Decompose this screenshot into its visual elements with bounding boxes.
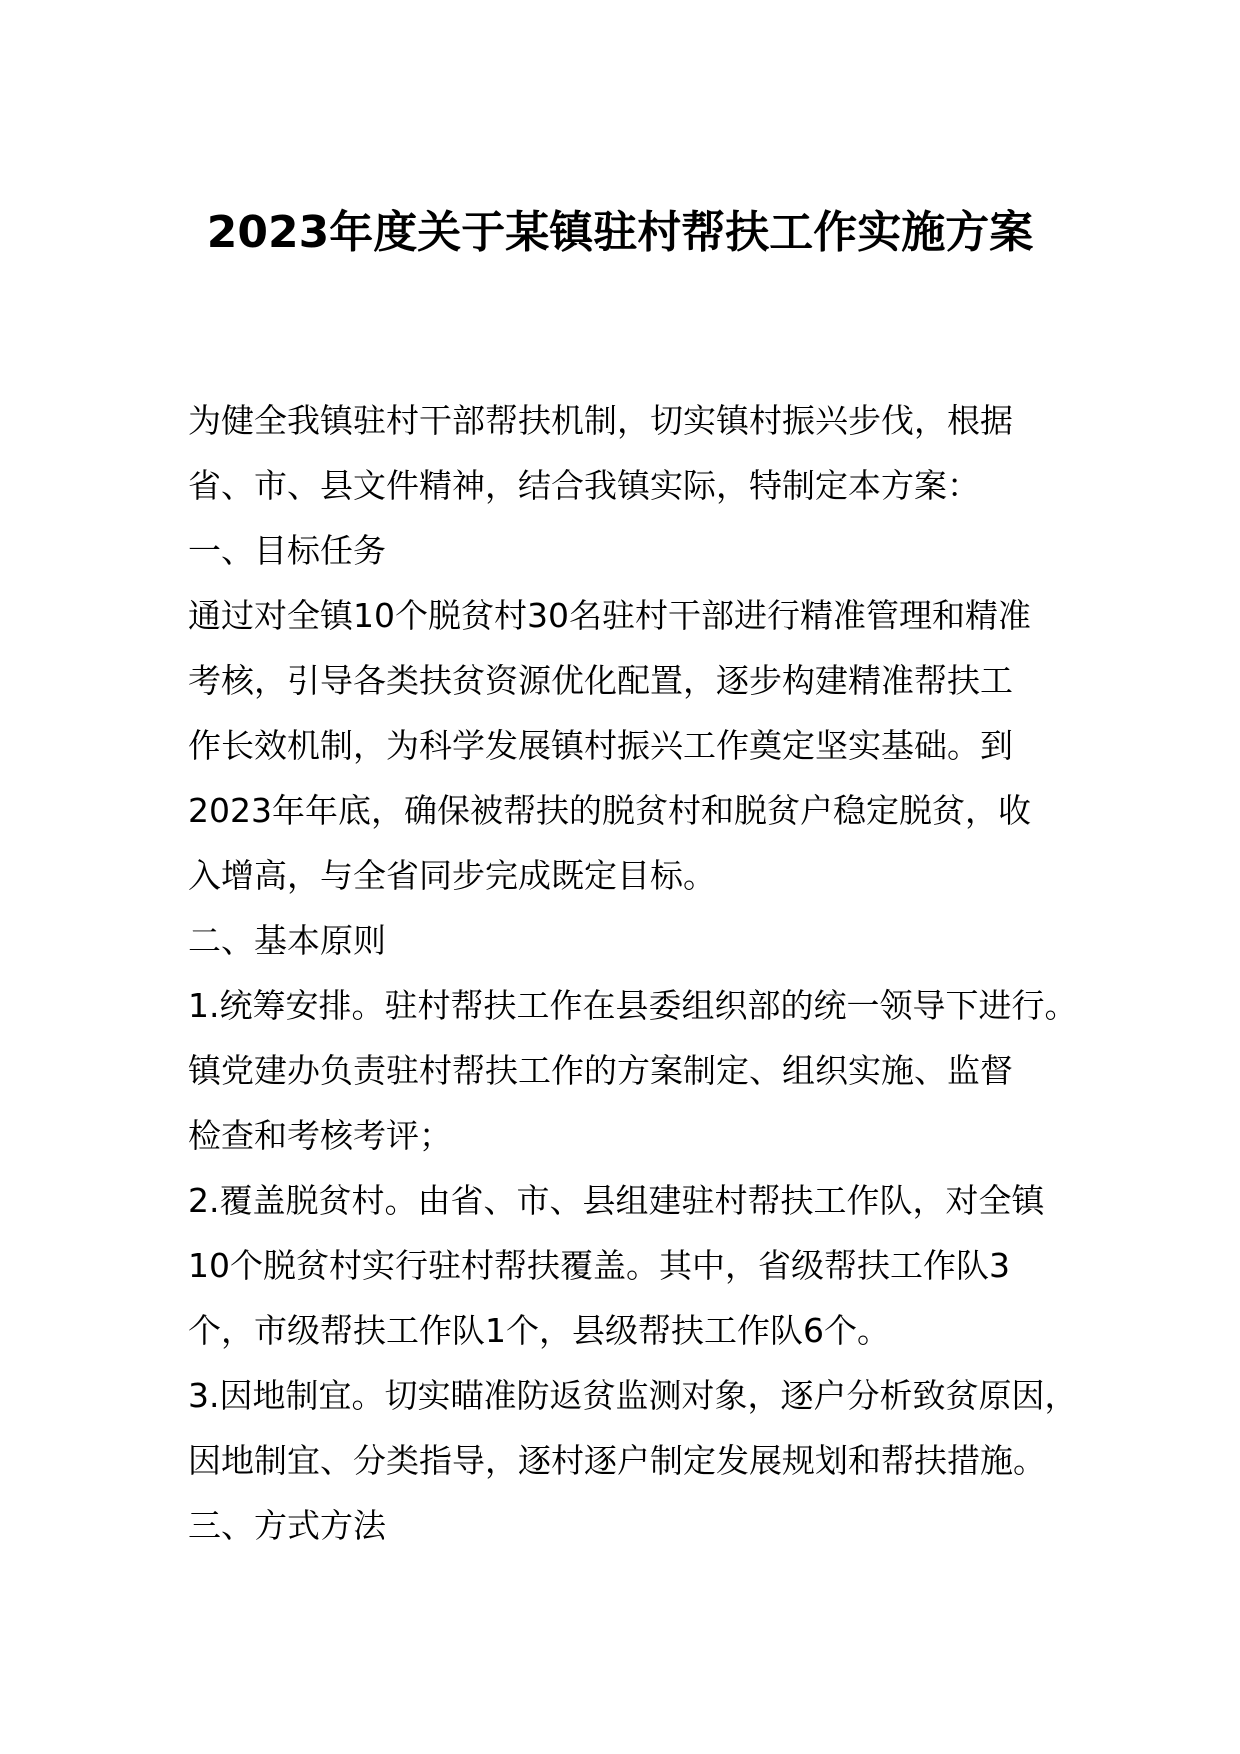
paragraph-line: 检查和考核考评； — [188, 1116, 452, 1155]
section-heading: 三、方式方法 — [188, 1506, 386, 1545]
section-heading: 一、目标任务 — [188, 531, 386, 570]
paragraph-line: 2023年年底，确保被帮扶的脱贫村和脱贫户稳定脱贫，收 — [188, 791, 1031, 830]
paragraph-line: 镇党建办负责驻村帮扶工作的方案制定、组织实施、监督 — [188, 1051, 1013, 1090]
paragraph-line: 省、市、县文件精神，结合我镇实际，特制定本方案： — [188, 466, 980, 505]
paragraph-line: 作长效机制，为科学发展镇村振兴工作奠定坚实基础。到 — [188, 726, 1013, 765]
paragraph-line: 入增高，与全省同步完成既定目标。 — [188, 856, 716, 895]
paragraph-line: 为健全我镇驻村干部帮扶机制，切实镇村振兴步伐，根据 — [188, 401, 1013, 440]
paragraph-line: 10个脱贫村实行驻村帮扶覆盖。其中，省级帮扶工作队3 — [188, 1246, 1010, 1285]
paragraph-line: 通过对全镇10个脱贫村30名驻村干部进行精准管理和精准 — [188, 596, 1031, 635]
paragraph-line: 个，市级帮扶工作队1个，县级帮扶工作队6个。 — [188, 1311, 890, 1350]
paragraph-line: 考核，引导各类扶贫资源优化配置，逐步构建精准帮扶工 — [188, 661, 1013, 700]
paragraph-line: 2.覆盖脱贫村。由省、市、县组建驻村帮扶工作队，对全镇 — [188, 1181, 1045, 1220]
document-body — [188, 388, 1088, 1558]
paragraph-line: 3.因地制宜。切实瞄准防返贫监测对象，逐户分析致贫原因， — [188, 1376, 1078, 1415]
paragraph-line: 1.统筹安排。驻村帮扶工作在县委组织部的统一领导下进行。 — [188, 986, 1078, 1025]
document-title: 2023年度关于某镇驻村帮扶工作实施方案 — [206, 207, 1034, 258]
paragraph-line: 因地制宜、分类指导，逐村逐户制定发展规划和帮扶措施。 — [188, 1441, 1046, 1480]
section-heading: 二、基本原则 — [188, 921, 386, 960]
